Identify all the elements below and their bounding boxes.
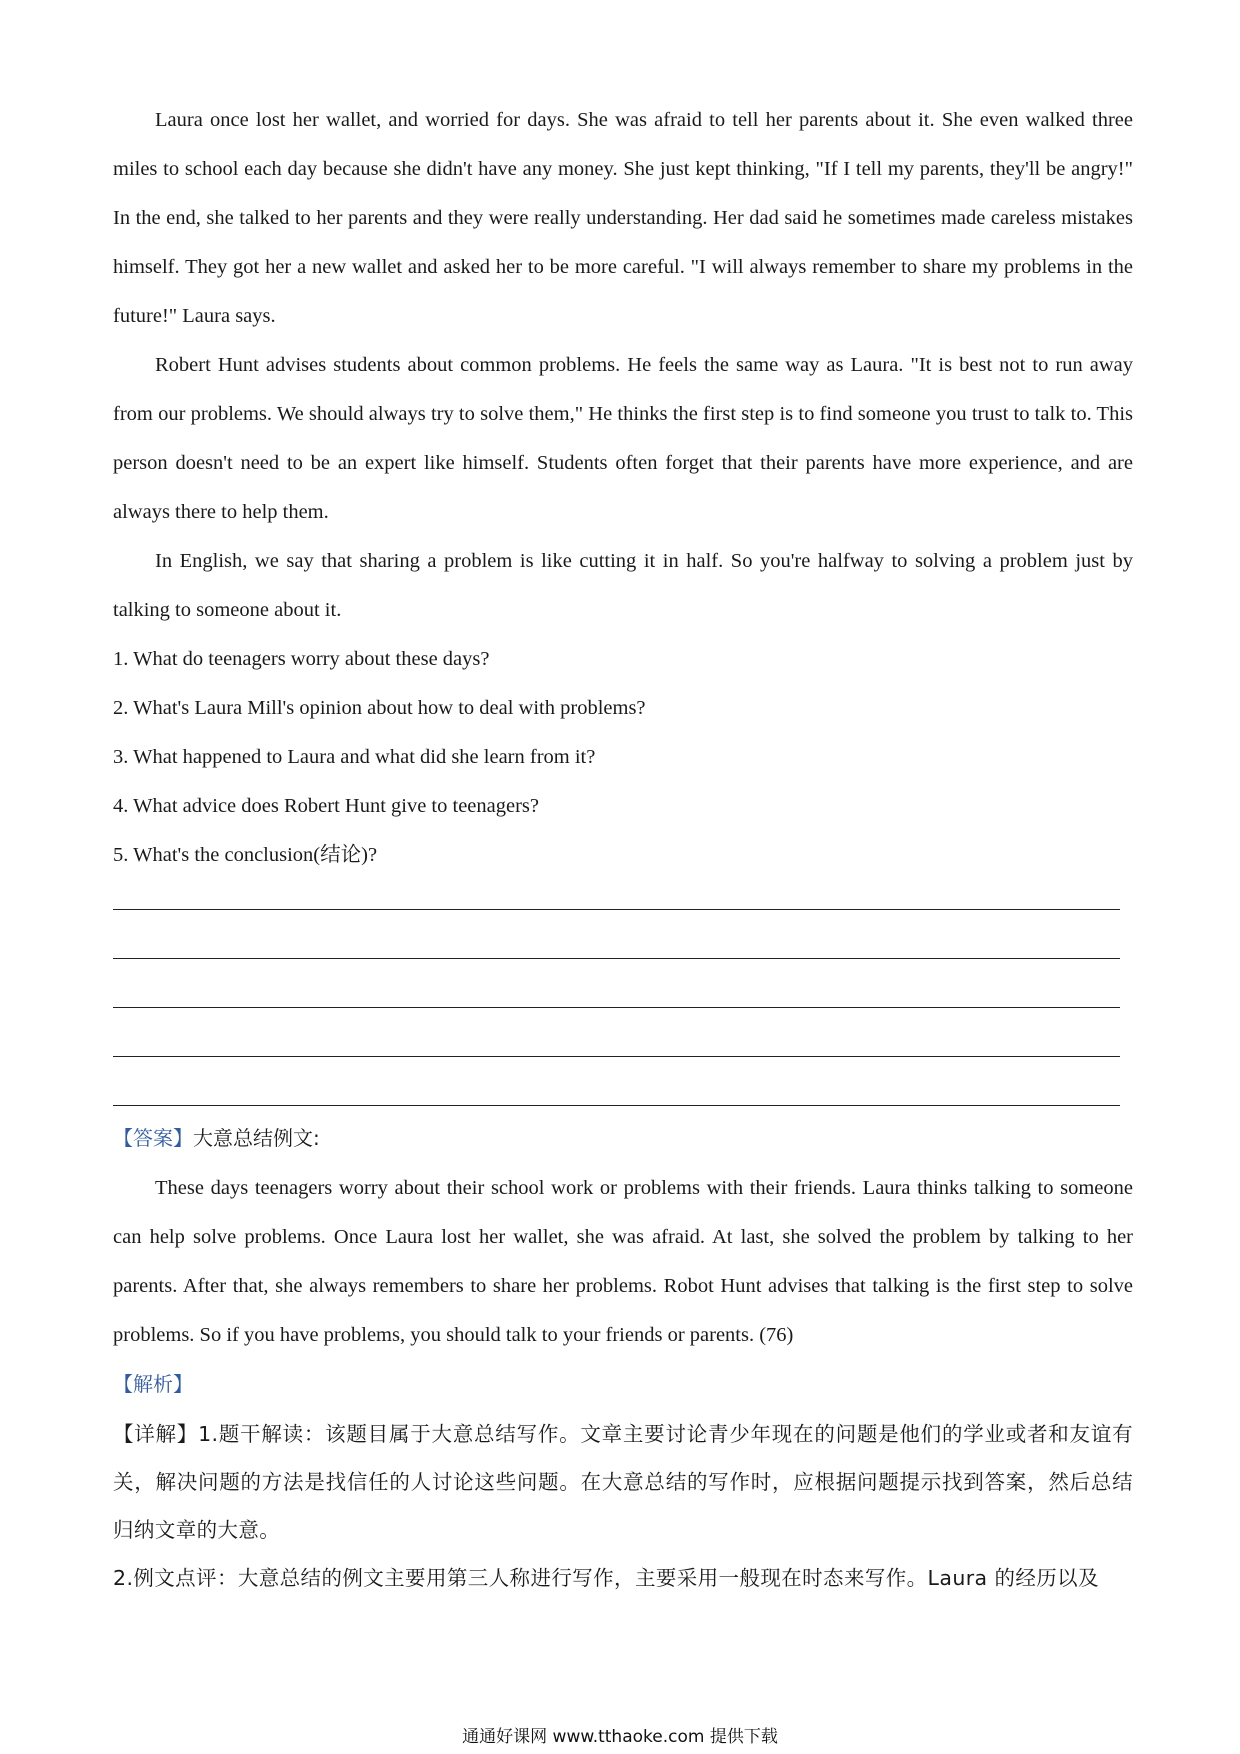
question-1: 1. What do teenagers worry about these days? (113, 648, 490, 670)
answer-sample-text: These days teenagers worry about their school work or problems with their friends. Laura thinks talking to someone can help solve problems. Once Laura lost her wallet, she was afraid. At last, she solved the problem by talking to her parents. After that, she always remembers to share her problems. Robot Hunt advises that talking is the first step to solve problems. So if you have problems, you should talk to your friends or parents. (76) (113, 1177, 1133, 1346)
page-footer: 通通好课网 www.tthaoke.com 提供下载 (462, 1727, 778, 1747)
writing-line (113, 959, 1120, 1008)
analysis-label: 【解析】 (113, 1372, 193, 1396)
writing-line (113, 1008, 1120, 1057)
passage-paragraph-1: Laura once lost her wallet, and worried for days. She was afraid to tell her parents about it. She even walked three miles to school each day because she didn't have any money. She just kept thinking, "If I tell my parents, they'll be angry!" In the end, she talked to her parents and they were really understanding. Her dad said he sometimes made careless mistakes himself. They got her a new wallet and asked her to be more careful. "I will always remember to share my problems in the future!" Laura says. (113, 109, 1133, 327)
analysis-comment: 2.例文点评：大意总结的例文主要用第三人称进行写作，主要采用一般现在时态来写作。Laura 的经历以及 (113, 1566, 1099, 1590)
passage-paragraph-2: Robert Hunt advises students about common problems. He feels the same way as Laura. "It is best not to run away from our problems. We should always try to solve them," He thinks the first step is to find someone you trust to talk to. This person doesn't need to be an expert like himself. Students often forget that their parents have more experience, and are always there to help them. (113, 354, 1133, 523)
analysis-detail (113, 1410, 1133, 1554)
question-2: 2. What's Laura Mill's opinion about how to deal with problems? (113, 697, 646, 719)
detail-label: 【详解】 (113, 1422, 199, 1446)
writing-line (113, 884, 1120, 910)
question-5: 5. What's the conclusion(结论)? (113, 844, 378, 866)
document-content (113, 96, 1133, 1602)
writing-line (113, 910, 1120, 959)
question-list (113, 635, 1133, 880)
analysis-heading (113, 1360, 1133, 1410)
detail-text: 1.题干解读：该题目属于大意总结写作。文章主要讨论青少年现在的问题是他们的学业或者和友谊有关，解决问题的方法是找信任的人讨论这些问题。在大意总结的写作时，应根据问题提示找到答案，然后总结归纳文章的大意。 (113, 1422, 1133, 1542)
passage-paragraph-3: In English, we say that sharing a problem is like cutting it in half. So you're halfway to solving a problem just by talking to someone about it. (113, 550, 1133, 621)
question-3: 3. What happened to Laura and what did she learn from it? (113, 746, 596, 768)
answer-heading (113, 1114, 1133, 1164)
writing-line (113, 1057, 1120, 1106)
answer-label: 【答案】 (113, 1126, 193, 1150)
question-4: 4. What advice does Robert Hunt give to teenagers? (113, 795, 539, 817)
answer-writing-lines (113, 884, 1133, 1106)
answer-title: 大意总结例文: (193, 1126, 320, 1150)
